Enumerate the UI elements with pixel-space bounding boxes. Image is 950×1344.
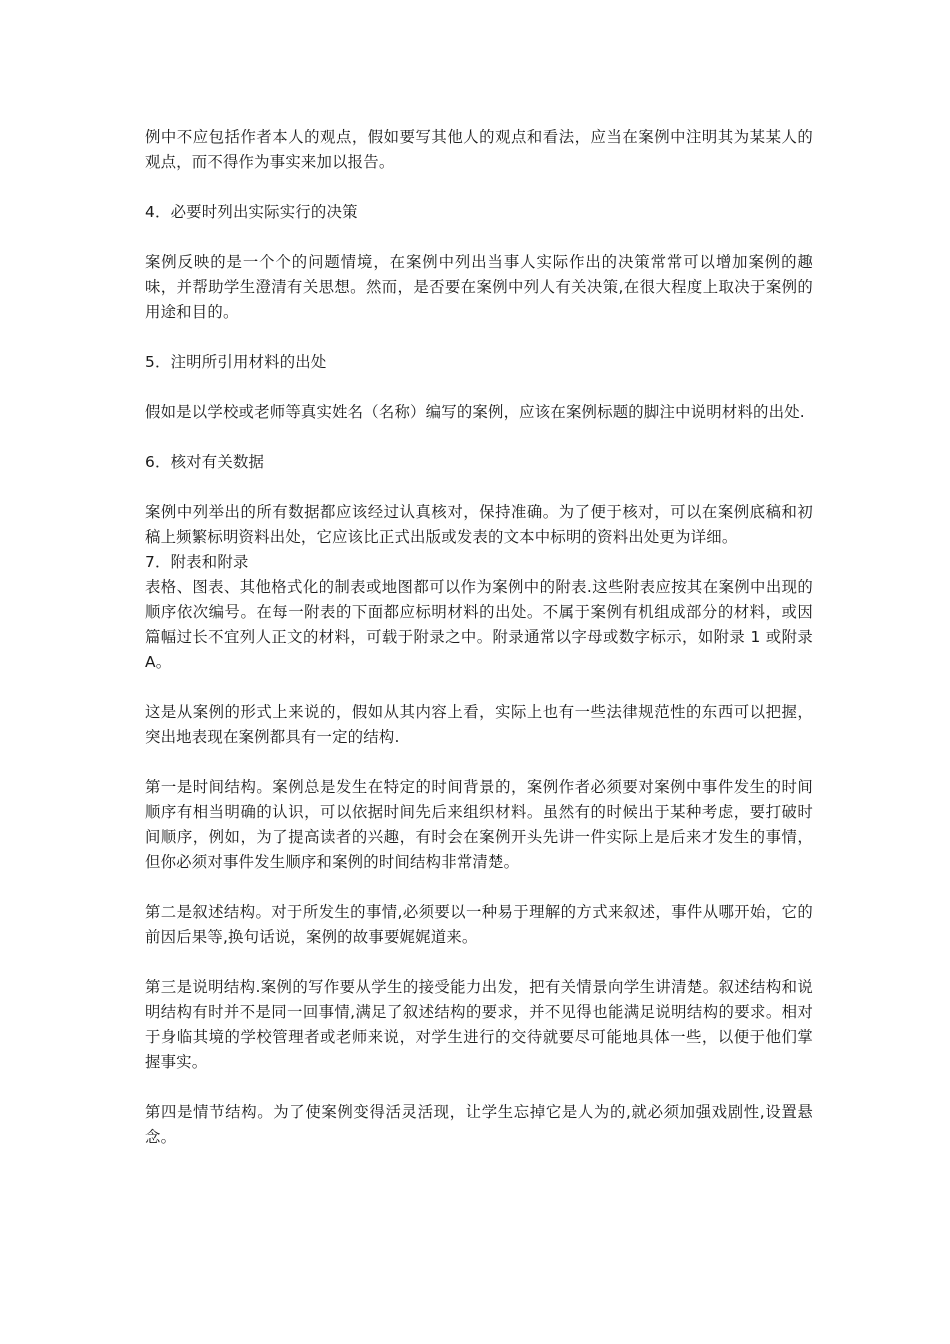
paragraph-appendix: 表格、图表、其他格式化的制表或地图都可以作为案例中的附表.这些附表应按其在案例中出现的顺序依次编号。在每一附表的下面都应标明材料的出处。不属于案例有机组成部分的材料，或因篇幅过长不宜列人正文的材料，可载于附录之中。附录通常以字母或数字标示，如附录 1 或附录 A。 [145,578,813,671]
heading-5: 5．注明所引用材料的出处 [145,353,327,371]
paragraph-decisions: 案例反映的是一个个的问题情境，在案例中列出当事人实际作出的决策常常可以增加案例的趣味，并帮助学生澄清有关思想。然而，是否要在案例中列人有关决策,在很大程度上取决于案例的用途和目的。 [145,253,813,321]
heading-6: 6．核对有关数据 [145,453,265,471]
paragraph-data-check: 案例中列举出的所有数据都应该经过认真核对，保持准确。为了便于核对，可以在案例底稿和初稿上频繁标明资料出处，它应该比正式出版或发表的文本中标明的资料出处更为详细。 [145,503,813,546]
paragraph-structure-intro: 这是从案例的形式上来说的，假如从其内容上看，实际上也有一些法律规范性的东西可以把握，突出地表现在案例都具有一定的结构. [145,703,813,746]
paragraph-intro: 例中不应包括作者本人的观点，假如要写其他人的观点和看法，应当在案例中注明其为某某人的观点，而不得作为事实来加以报告。 [145,128,813,171]
paragraph-narrative-structure: 第二是叙述结构。对于所发生的事情,必须要以一种易于理解的方式来叙述，事件从哪开始，它的前因后果等,换句话说，案例的故事要娓娓道来。 [145,903,813,946]
heading-7: 7．附表和附录 [145,553,249,571]
paragraph-plot-structure: 第四是情节结构。为了使案例变得活灵活现，让学生忘掉它是人为的,就必须加强戏剧性,设置悬念。 [145,1103,813,1146]
paragraph-sources: 假如是以学校或老师等真实姓名（名称）编写的案例，应该在案例标题的脚注中说明材料的出处. [145,403,805,421]
heading-4: 4．必要时列出实际实行的决策 [145,203,358,221]
document-body [145,125,813,1150]
paragraph-explanation-structure: 第三是说明结构.案例的写作要从学生的接受能力出发，把有关情景向学生讲清楚。叙述结构和说明结构有时并不是同一回事情,满足了叙述结构的要求，并不见得也能满足说明结构的要求。相对于身临其境的学校管理者或老师来说，对学生进行的交待就要尽可能地具体一些，以便于他们掌握事实。 [145,978,813,1071]
paragraph-time-structure: 第一是时间结构。案例总是发生在特定的时间背景的，案例作者必须要对案例中事件发生的时间顺序有相当明确的认识，可以依据时间先后来组织材料。虽然有的时候出于某种考虑，要打破时间顺序，例如，为了提高读者的兴趣，有时会在案例开头先讲一件实际上是后来才发生的事情，但你必须对事件发生顺序和案例的时间结构非常清楚。 [145,778,813,871]
